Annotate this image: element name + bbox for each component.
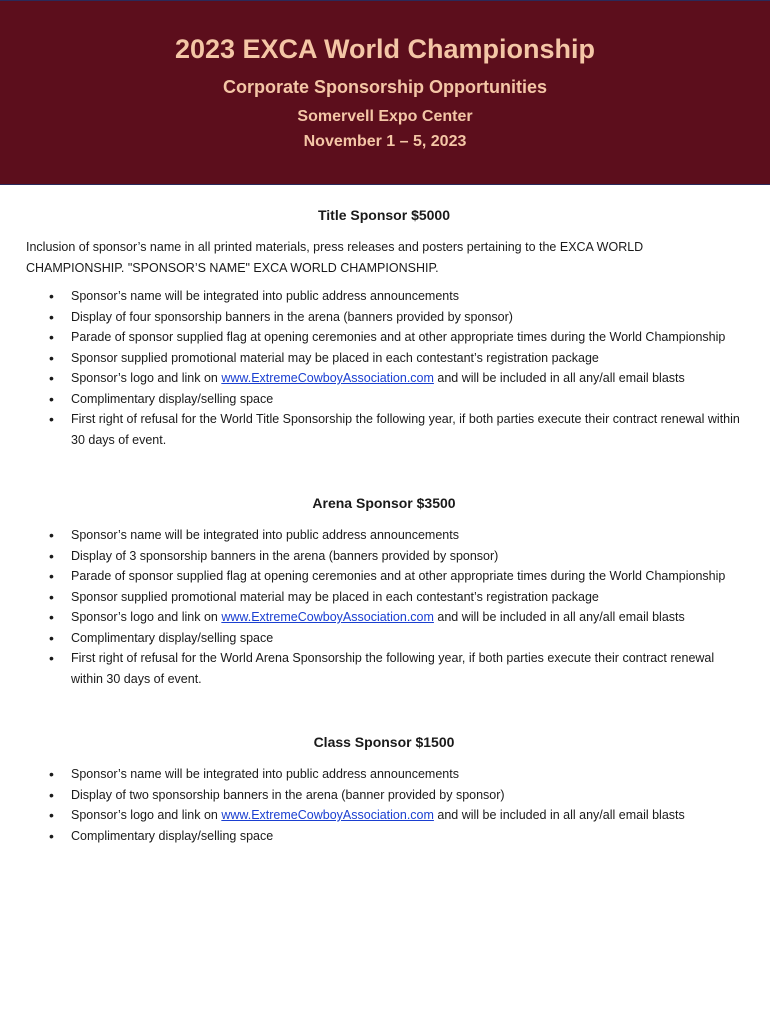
bullet-icon: •	[49, 609, 54, 625]
list-item	[26, 785, 742, 806]
list-item-text: First right of refusal for the World Arena Sponsorship the following year, if both parties execute their contract renewal within 30 days of event.	[71, 651, 715, 686]
list-item	[26, 368, 742, 389]
section-intro: Inclusion of sponsor’s name in all printed materials, press releases and posters pertaining to the EXCA WORLD CHAMPIONSHIP. "SPONSOR’S NAME" EXCA WORLD CHAMPIONSHIP.	[26, 240, 644, 275]
list-item-text-post: and will be included in all any/all email blasts	[433, 371, 685, 385]
list-item	[26, 286, 742, 307]
benefits-list	[26, 525, 742, 689]
list-item	[26, 307, 742, 328]
list-item	[26, 607, 742, 628]
bullet-icon: •	[49, 547, 54, 564]
list-item-text: First right of refusal for the World Title Sponsorship the following year, if both parties execute their contract renewal within 30 days of event.	[71, 412, 740, 447]
benefits-list	[26, 286, 742, 450]
list-item-text: Complimentary display/selling space	[71, 391, 274, 406]
association-website-link[interactable]: www.ExtremeCowboyAssociation.com	[221, 371, 434, 385]
benefits-list	[26, 764, 742, 846]
list-item-text: Sponsor supplied promotional material may be placed in each contestant’s registration package	[71, 589, 599, 604]
bullet-icon: •	[49, 527, 54, 543]
bullet-icon: •	[49, 807, 54, 823]
list-item-text: Complimentary display/selling space	[71, 828, 274, 843]
section-spacer	[26, 689, 742, 722]
list-item-text: Display of 3 sponsorship banners in the arena (banners provided by sponsor)	[71, 548, 499, 563]
association-website-link[interactable]: www.ExtremeCowboyAssociation.com	[221, 808, 434, 822]
list-item-text-post: and will be included in all any/all email blasts	[433, 610, 685, 624]
bullet-icon: •	[49, 766, 54, 782]
bullet-icon: •	[49, 329, 54, 345]
section-heading: Title Sponsor $5000	[317, 207, 450, 223]
list-item	[26, 389, 742, 410]
bullet-icon: •	[49, 308, 54, 325]
bullet-icon: •	[49, 349, 54, 366]
bullet-icon: •	[49, 629, 54, 646]
list-item	[26, 764, 742, 785]
section-arena-sponsor	[26, 493, 742, 689]
bullet-icon: •	[49, 411, 54, 427]
list-item	[26, 628, 742, 649]
bullet-icon: •	[49, 827, 54, 844]
bullet-icon: •	[49, 370, 54, 386]
list-item-text: Display of four sponsorship banners in the arena (banners provided by sponsor)	[71, 309, 513, 324]
list-item	[26, 409, 742, 450]
list-item	[26, 327, 742, 348]
list-item	[26, 648, 742, 689]
list-item	[26, 566, 742, 587]
section-class-sponsor	[26, 732, 742, 846]
venue-text: Somervell Expo Center	[297, 108, 473, 125]
page-title: 2023 EXCA World Championship	[174, 34, 596, 64]
list-item	[26, 826, 742, 847]
header-banner	[0, 0, 770, 185]
list-item-text: Sponsor’s name will be integrated into public address announcements	[71, 528, 459, 542]
list-item-text: Parade of sponsor supplied flag at opening ceremonies and at other appropriate times during the World Championship	[71, 569, 726, 583]
list-item	[26, 587, 742, 608]
bullet-icon: •	[49, 568, 54, 584]
section-heading: Class Sponsor $1500	[313, 734, 455, 750]
list-item-text-post: and will be included in all any/all email blasts	[433, 808, 685, 822]
bullet-icon: •	[49, 588, 54, 605]
section-spacer	[26, 450, 742, 483]
list-item	[26, 348, 742, 369]
bullet-icon: •	[49, 650, 54, 666]
list-item-text: Parade of sponsor supplied flag at opening ceremonies and at other appropriate times during the World Championship	[71, 330, 726, 344]
list-item	[26, 525, 742, 546]
list-item-text: Display of two sponsorship banners in the arena (banner provided by sponsor)	[71, 787, 505, 802]
bullet-icon: •	[49, 288, 54, 304]
list-item-text-pre: Sponsor’s logo and link on	[71, 371, 222, 385]
bullet-icon: •	[49, 786, 54, 803]
association-website-link[interactable]: www.ExtremeCowboyAssociation.com	[221, 610, 434, 624]
section-heading: Arena Sponsor $3500	[312, 495, 456, 511]
list-item-text: Sponsor supplied promotional material may be placed in each contestant’s registration package	[71, 350, 599, 365]
list-item-text: Sponsor’s name will be integrated into public address announcements	[71, 767, 459, 781]
document-body	[26, 195, 742, 846]
list-item-text: Sponsor’s name will be integrated into public address announcements	[71, 289, 459, 303]
list-item-text-pre: Sponsor’s logo and link on	[71, 808, 222, 822]
bullet-icon: •	[49, 390, 54, 407]
page-subtitle: Corporate Sponsorship Opportunities	[222, 77, 547, 97]
list-item	[26, 546, 742, 567]
list-item-text-pre: Sponsor’s logo and link on	[71, 610, 222, 624]
list-item-text: Complimentary display/selling space	[71, 630, 274, 645]
list-item	[26, 805, 742, 826]
section-title-sponsor	[26, 205, 742, 450]
dates-text: November 1 – 5, 2023	[303, 133, 467, 150]
